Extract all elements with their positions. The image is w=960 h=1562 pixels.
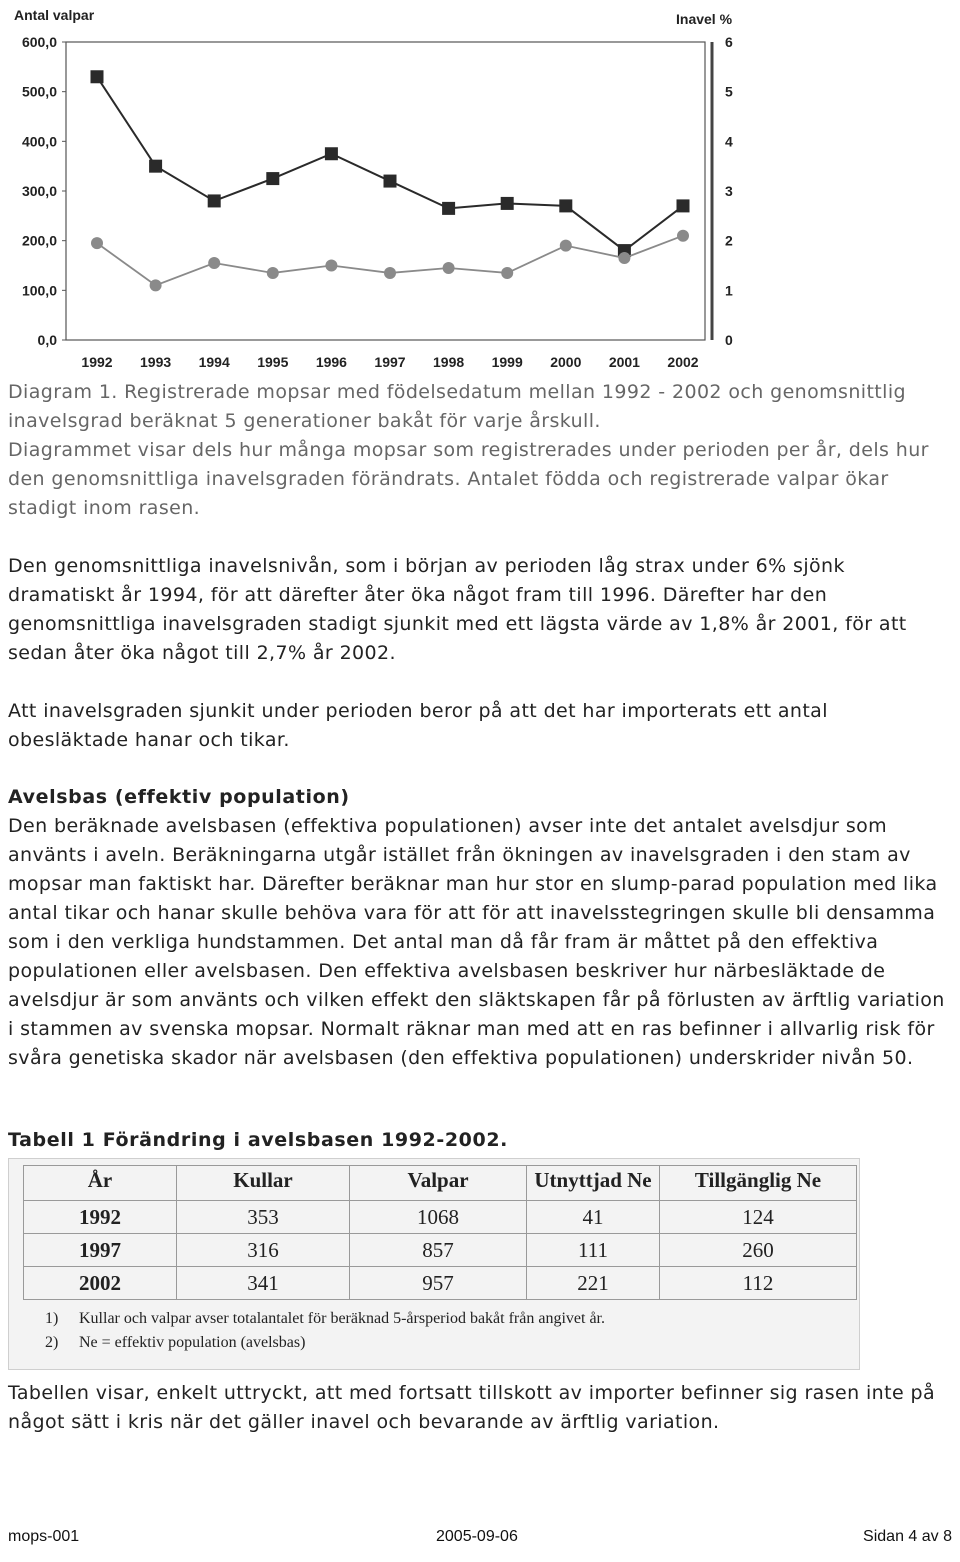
- cell-kullar: 353: [177, 1201, 350, 1234]
- inavel-point: [677, 230, 689, 242]
- inavel-point: [501, 267, 513, 279]
- page-footer: [8, 1528, 952, 1552]
- cell-kullar: 341: [177, 1267, 350, 1300]
- header-kullar: Kullar: [177, 1166, 350, 1201]
- heading-avelsbas: Avelsbas (effektiv population): [8, 786, 350, 808]
- table-note: 2) Ne = effektiv population (avelsbas): [45, 1334, 306, 1351]
- cell-valpar: 857: [350, 1234, 527, 1267]
- y-left-tick-label: 500,0: [21, 83, 57, 100]
- cell-valpar: 957: [350, 1267, 527, 1300]
- inavel-point: [325, 260, 337, 272]
- x-tick-label: 1999: [491, 354, 523, 370]
- inavel-point: [560, 240, 572, 252]
- caption-paragraph-1: Diagram 1. Registrerade mopsar med födelsedatum mellan 1992 - 2002 och genomsnittlig inavelsgrad beräknat 5 generationer bakåt för varje årskull.: [8, 381, 906, 432]
- body-paragraph-inavelsniva: Den genomsnittliga inavelsnivån, som i början av perioden låg strax under 6% sjönk dramatiskt år 1994, för att därefter åter öka något fram till 1996. Därefter har den genomsnittliga inavelsgraden stadigt sjunkit med ett lägsta värde av 1,8% år 2001, för att sedan åter öka något till 2,7% år 2002.: [8, 555, 907, 664]
- table-row: [24, 1201, 857, 1234]
- header-ar: År: [24, 1166, 177, 1201]
- x-tick-label: 2002: [667, 354, 699, 370]
- cell-utnyttjad: 111: [527, 1234, 660, 1267]
- x-tick-label: 1996: [315, 354, 347, 370]
- cell-year: 2002: [24, 1267, 177, 1300]
- y-right-tick-label: 1: [725, 282, 733, 299]
- valpar-point: [559, 199, 572, 212]
- y-right-tick-label: 0: [725, 332, 733, 348]
- x-tick-label: 2001: [608, 354, 640, 370]
- valpar-point: [208, 194, 221, 207]
- inavel-point: [267, 267, 279, 279]
- inavel-point: [91, 237, 103, 249]
- header-utnyttjad-ne: Utnyttjad Ne: [527, 1166, 660, 1201]
- cell-utnyttjad: 41: [527, 1201, 660, 1234]
- table-row: [24, 1267, 857, 1300]
- table-note: 1) Kullar och valpar avser totalantalet för beräknad 5-årsperiod bakåt från angivet år.: [45, 1310, 605, 1327]
- footer-page-number: Sidan 4 av 8: [863, 1528, 952, 1545]
- inavel-point: [208, 257, 220, 269]
- ne-table: [23, 1165, 857, 1300]
- cell-tillganglig: 124: [660, 1201, 857, 1234]
- breeding-chart: [0, 0, 960, 378]
- header-tillganglig-ne: Tillgänglig Ne: [660, 1166, 857, 1201]
- x-tick-label: 1995: [257, 354, 289, 370]
- cell-kullar: 316: [177, 1234, 350, 1267]
- valpar-point: [149, 160, 162, 173]
- body-paragraph-tabellen: Tabellen visar, enkelt uttryckt, att med fortsatt tillskott av importer befinner sig rasen inte på något sätt i kris när det gäller inavel och bevarande av ärftlig variation.: [8, 1382, 935, 1433]
- y-left-axis-title: Antal valpar: [14, 7, 95, 23]
- inavel-point: [150, 279, 162, 291]
- cell-year: 1992: [24, 1201, 177, 1234]
- valpar-point: [384, 175, 397, 188]
- footer-date: 2005-09-06: [436, 1528, 518, 1545]
- inavel-point: [443, 262, 455, 274]
- footer-doc-id: mops-001: [8, 1528, 80, 1545]
- heading-tabell-1: Tabell 1 Förändring i avelsbasen 1992-2002.: [8, 1129, 508, 1151]
- x-tick-label: 1998: [433, 354, 465, 370]
- inavel-point: [384, 267, 396, 279]
- body-paragraph-import: Att inavelsgraden sjunkit under perioden beror på att det har importerats ett antal obesläktade hanar och tikar.: [8, 700, 828, 751]
- valpar-point: [501, 197, 514, 210]
- valpar-point: [325, 147, 338, 160]
- cell-valpar: 1068: [350, 1201, 527, 1234]
- x-tick-label: 1994: [198, 354, 230, 370]
- y-right-tick-label: 6: [725, 34, 733, 50]
- cell-tillganglig: 112: [660, 1267, 857, 1300]
- valpar-point: [442, 202, 455, 215]
- inavel-point: [618, 252, 630, 264]
- table-header-row: [24, 1166, 857, 1201]
- valpar-point: [91, 70, 104, 83]
- y-right-tick-label: 5: [725, 83, 733, 100]
- y-right-tick-label: 2: [725, 232, 733, 249]
- y-left-tick-label: 200,0: [21, 232, 57, 249]
- header-valpar: Valpar: [350, 1166, 527, 1201]
- x-tick-label: 1993: [140, 354, 172, 370]
- y-left-tick-label: 400,0: [21, 133, 57, 150]
- cell-year: 1997: [24, 1234, 177, 1267]
- y-left-tick-label: 600,0: [21, 34, 57, 50]
- y-right-tick-label: 3: [725, 183, 733, 199]
- y-left-tick-label: 300,0: [21, 183, 57, 199]
- x-tick-label: 2000: [550, 354, 582, 370]
- body-paragraph-avelsbas: Den beräknade avelsbasen (effektiva populationen) avser inte det antalet avelsdjur som använts i aveln. Beräkningarna utgår istället från ökningen av inavelsgraden i den stam av mopsar man faktiskt har. Därefter beräknar man hur stor en slump-parad population med lika antal tikar och hanar skulle behöva vara för att för att inavelsstegringen skulle bli densamma som i den verkliga hundstammen. Det antal man då får fram är måttet på den effektiva populationen eller avelsbasen. Den effektiva avelsbasen beskriver hur närbesläktade de avelsdjur är som använts och vilken effekt den släktskapen får på förlusten av ärftlig variation i stammen av svenska mopsar. Normalt räknar man med att en ras befinner i allvarlig risk för svåra genetiska skador när avelsbasen (den effektiva populationen) underskrider nivån 50.: [8, 815, 945, 1069]
- y-right-axis-title: Inavel %: [676, 11, 733, 27]
- table-row: [24, 1234, 857, 1267]
- table-notes: [45, 1307, 605, 1355]
- caption-paragraph-2: Diagrammet visar dels hur många mopsar som registrerades under perioden per år, dels hur den genomsnittliga inavelsgraden förändrats. Antalet födda och registrerade valpar ökar stadigt inom rasen.: [8, 439, 929, 519]
- cell-utnyttjad: 221: [527, 1267, 660, 1300]
- y-left-tick-label: 100,0: [21, 282, 57, 299]
- x-tick-label: 1997: [374, 354, 406, 370]
- y-right-tick-label: 4: [725, 133, 733, 150]
- valpar-point: [677, 199, 690, 212]
- ne-table-image: [8, 1158, 860, 1370]
- valpar-point: [266, 172, 279, 185]
- y-left-tick-label: 0,0: [37, 332, 57, 348]
- cell-tillganglig: 260: [660, 1234, 857, 1267]
- x-tick-label: 1992: [81, 354, 113, 370]
